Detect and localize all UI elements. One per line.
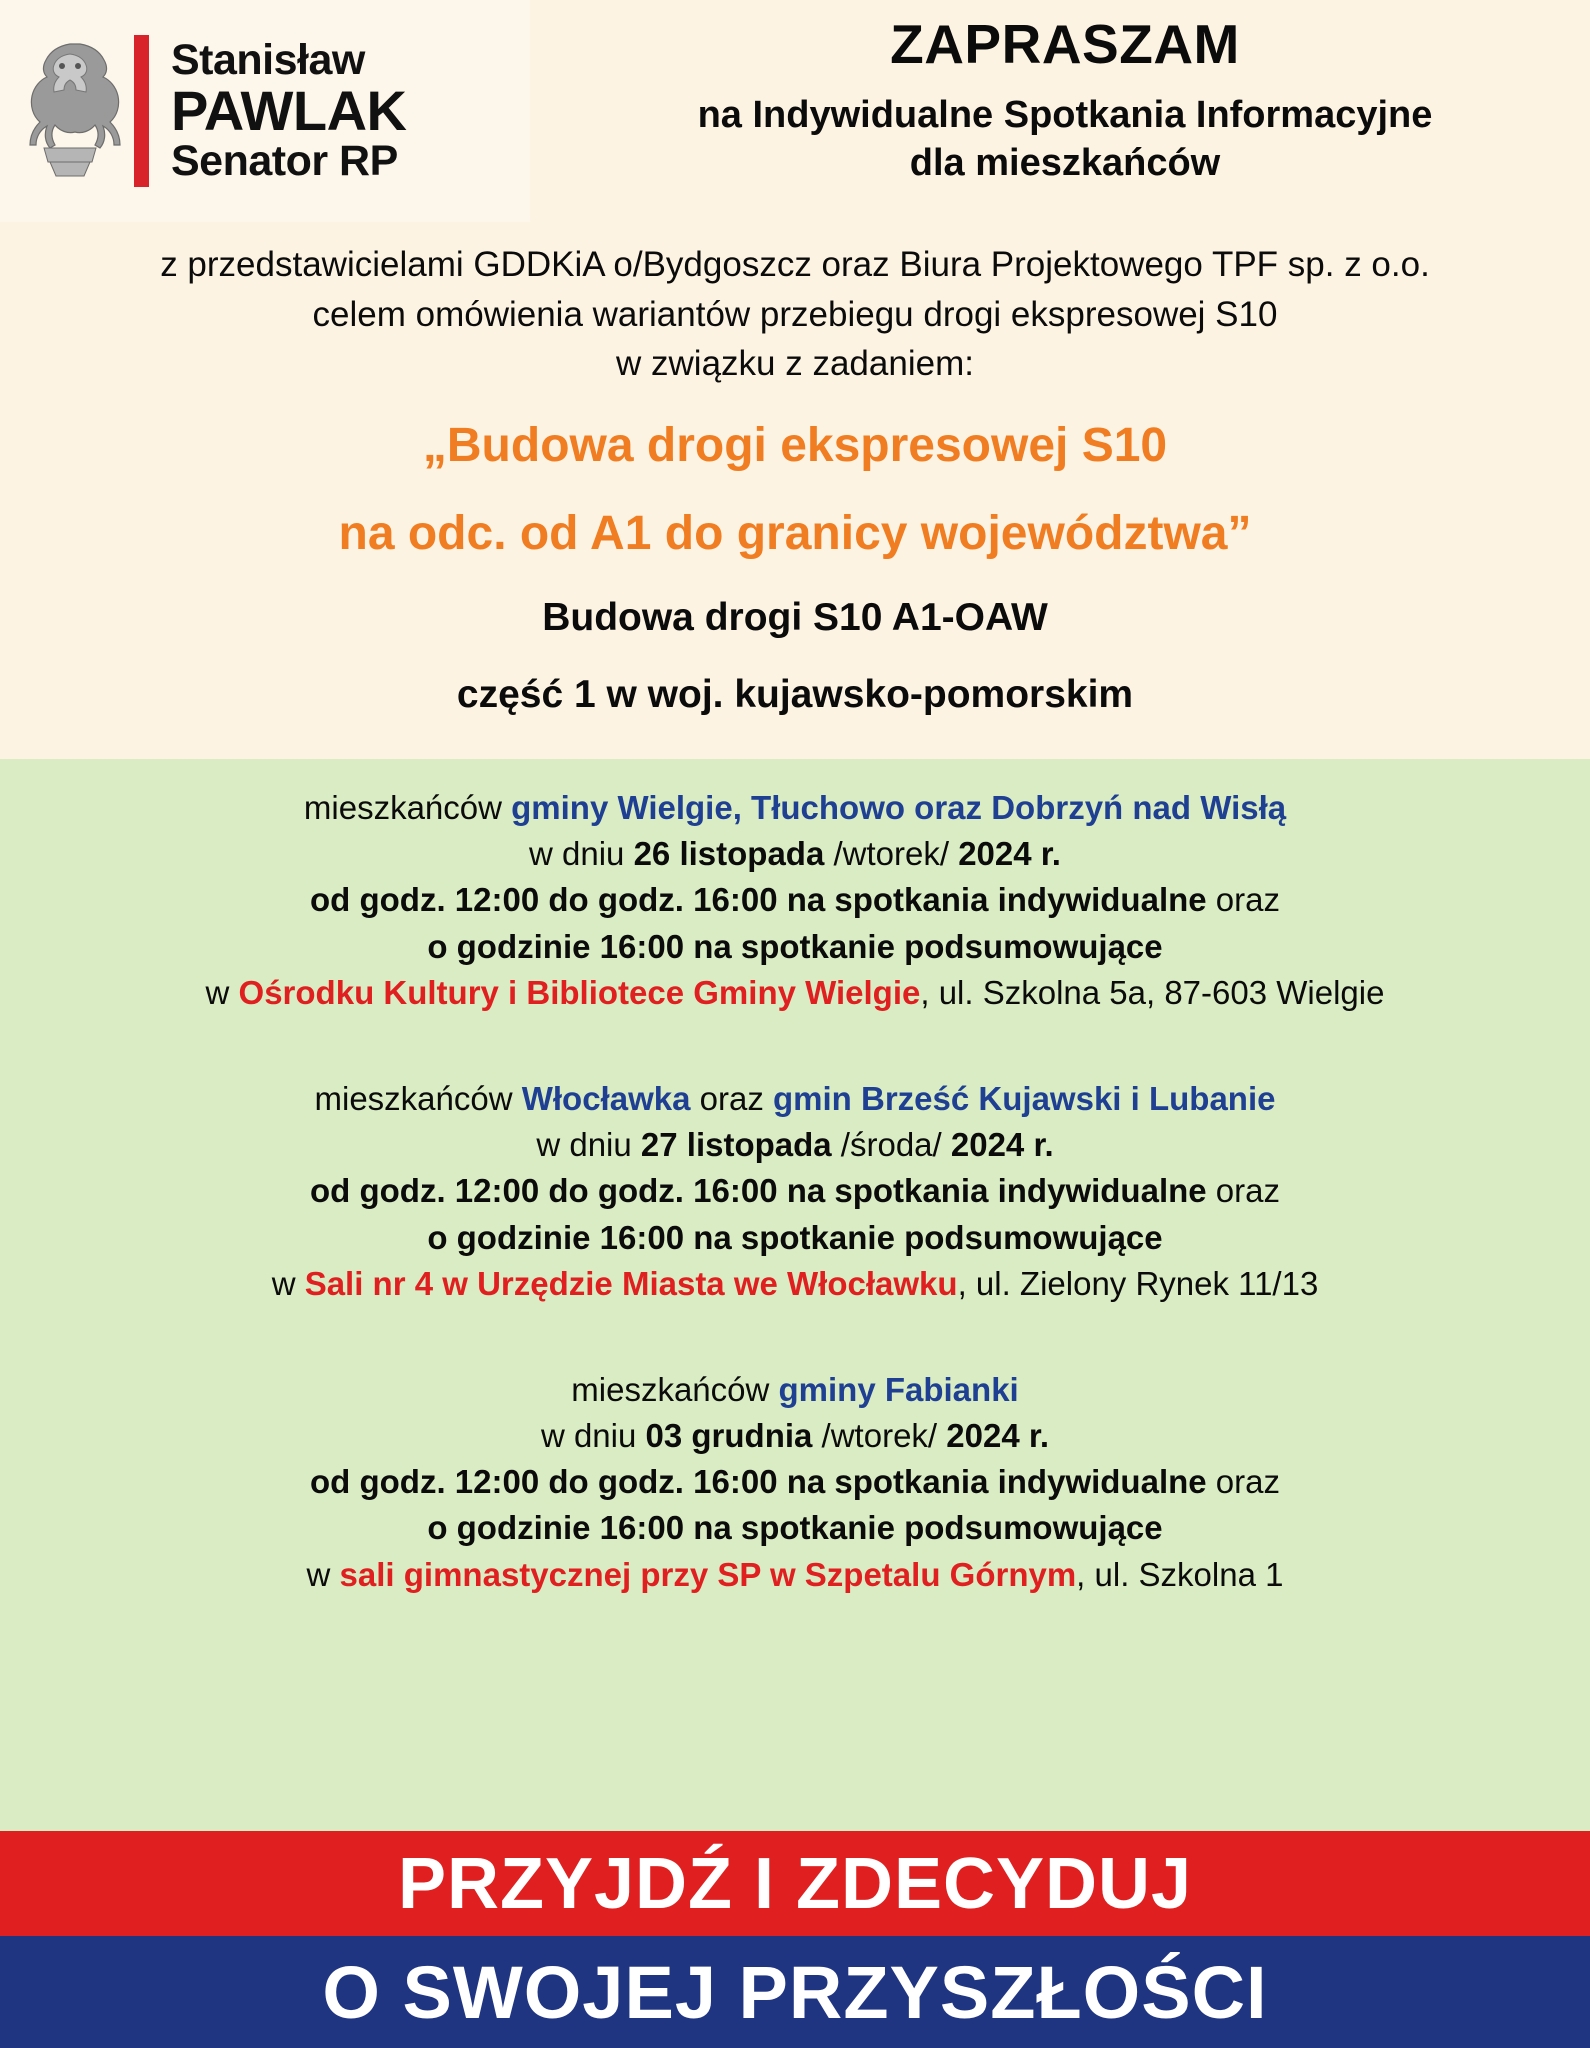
senator-first-name: Stanisław [171, 35, 365, 84]
meeting-audience [0, 1076, 1590, 1122]
meeting-date-weekday: /wtorek/ [824, 835, 959, 873]
project-title-line-2: na odc. od A1 do granicy województwa” [338, 507, 1252, 561]
project-subtitle-line-2: część 1 w woj. kujawsko-pomorskim [456, 673, 1134, 717]
meeting-audience-highlight-2: gmin Brześć Kujawski i Lubanie [773, 1079, 1276, 1117]
meeting-venue-prefix: w [306, 1555, 340, 1593]
meeting-audience [0, 1367, 1590, 1413]
meeting-venue-address: , ul. Zielony Rynek 11/13 [957, 1264, 1319, 1302]
meeting-date-prefix: w dniu [540, 1417, 646, 1455]
meeting-hours [0, 877, 1590, 923]
meeting-entry [0, 785, 1590, 1016]
meeting-hours-bold: od godz. 12:00 do godz. 16:00 na spotkania indywidualne [309, 1172, 1207, 1210]
meeting-audience-highlight: gminy Fabianki [778, 1370, 1019, 1408]
meeting-date-weekday: /środa/ [831, 1126, 951, 1164]
meeting-hours-bold: od godz. 12:00 do godz. 16:00 na spotkania indywidualne [309, 881, 1207, 919]
meeting-hours-tail: oraz [1206, 1463, 1280, 1501]
meeting-audience-highlight: Włocławka [521, 1079, 691, 1117]
senator-last-name: PAWLAK [171, 79, 407, 143]
senator-name-block [171, 35, 407, 185]
meeting-venue [0, 1552, 1590, 1598]
invitation-heading: ZAPRASZAM [890, 13, 1240, 75]
meeting-venue [0, 970, 1590, 1016]
meeting-date [0, 1122, 1590, 1168]
intro-section [0, 232, 1590, 759]
meeting-date-prefix: w dniu [529, 835, 634, 873]
meeting-date-year: 2024 r. [946, 1417, 1050, 1455]
meetings-section [0, 759, 1590, 1831]
meeting-date-day: 27 listopada [640, 1126, 832, 1164]
meeting-audience-mid: oraz [690, 1079, 774, 1117]
intro-line-3: w związku z zadaniem: [616, 344, 974, 384]
meeting-venue-highlight: Ośrodku Kultury i Bibliotece Gminy Wielgie [238, 973, 921, 1011]
call-to-action-text-1: PRZYJDŹ I ZDECYDUJ [397, 1843, 1193, 1924]
invitation-subheading-line2: dla mieszkańców [909, 141, 1221, 184]
meeting-date-year: 2024 r. [958, 835, 1061, 873]
meeting-audience [0, 785, 1590, 831]
meeting-summary: o godzinie 16:00 na spotkanie podsumowujące [427, 1509, 1163, 1547]
polish-eagle-emblem-icon [14, 36, 126, 186]
meeting-date-weekday: /wtorek/ [812, 1417, 947, 1455]
project-subtitle-line-1: Budowa drogi S10 A1-OAW [542, 595, 1048, 639]
call-to-action-text-2: O SWOJEJ PRZYSZŁOŚCI [322, 1950, 1268, 2034]
meeting-venue-prefix: w [205, 973, 239, 1011]
meeting-hours-tail: oraz [1206, 1172, 1280, 1210]
project-title-line-1: „Budowa drogi ekspresowej S10 [422, 419, 1168, 473]
meeting-venue-address: , ul. Szkolna 5a, 87-603 Wielgie [920, 973, 1385, 1011]
meeting-hours [0, 1459, 1590, 1505]
meeting-venue-highlight: sali gimnastycznej przy SP w Szpetalu Górnym [339, 1555, 1077, 1593]
meeting-audience-highlight: gminy Wielgie, Tłuchowo oraz Dobrzyń nad Wisłą [511, 789, 1287, 826]
meeting-venue-address: , ul. Szkolna 1 [1076, 1555, 1284, 1593]
meeting-summary: o godzinie 16:00 na spotkanie podsumowujące [427, 1218, 1163, 1256]
meeting-audience-prefix: mieszkańców [314, 1079, 522, 1117]
invitation-heading-block [540, 12, 1590, 187]
poster-header [0, 0, 1590, 232]
meeting-date [0, 831, 1590, 877]
meeting-audience-prefix: mieszkańców [571, 1370, 779, 1408]
meeting-date [0, 1413, 1590, 1459]
meeting-date-day: 26 listopada [633, 835, 825, 873]
senator-logo [0, 0, 530, 222]
meeting-date-year: 2024 r. [950, 1126, 1054, 1164]
meeting-hours [0, 1168, 1590, 1214]
meeting-venue-highlight: Sali nr 4 w Urzędzie Miasta we Włocławku [304, 1264, 958, 1302]
meeting-date-prefix: w dniu [536, 1126, 641, 1164]
meeting-summary: o godzinie 16:00 na spotkanie podsumowujące [427, 927, 1163, 965]
meeting-venue-prefix: w [271, 1264, 305, 1302]
call-to-action-banner-red [0, 1831, 1590, 1936]
meeting-audience-prefix: mieszkańców [303, 789, 512, 826]
meeting-hours-tail: oraz [1206, 881, 1280, 919]
meeting-venue [0, 1261, 1590, 1307]
intro-line-1: z przedstawicielami GDDKiA o/Bydgoszcz oraz Biura Projektowego TPF sp. z o.o. [160, 245, 1430, 284]
meeting-entry [0, 1076, 1590, 1307]
senator-title: Senator RP [171, 136, 398, 185]
call-to-action-banner-blue [0, 1936, 1590, 2048]
intro-line-2: celem omówienia wariantów przebiegu drogi ekspresowej S10 [312, 294, 1278, 334]
meeting-entry [0, 1367, 1590, 1598]
invitation-subheading-line1: na Indywidualne Spotkania Informacyjne [697, 94, 1433, 136]
red-accent-bar [134, 35, 149, 187]
meeting-hours-bold: od godz. 12:00 do godz. 16:00 na spotkania indywidualne [309, 1463, 1207, 1501]
meeting-date-day: 03 grudnia [645, 1417, 813, 1455]
